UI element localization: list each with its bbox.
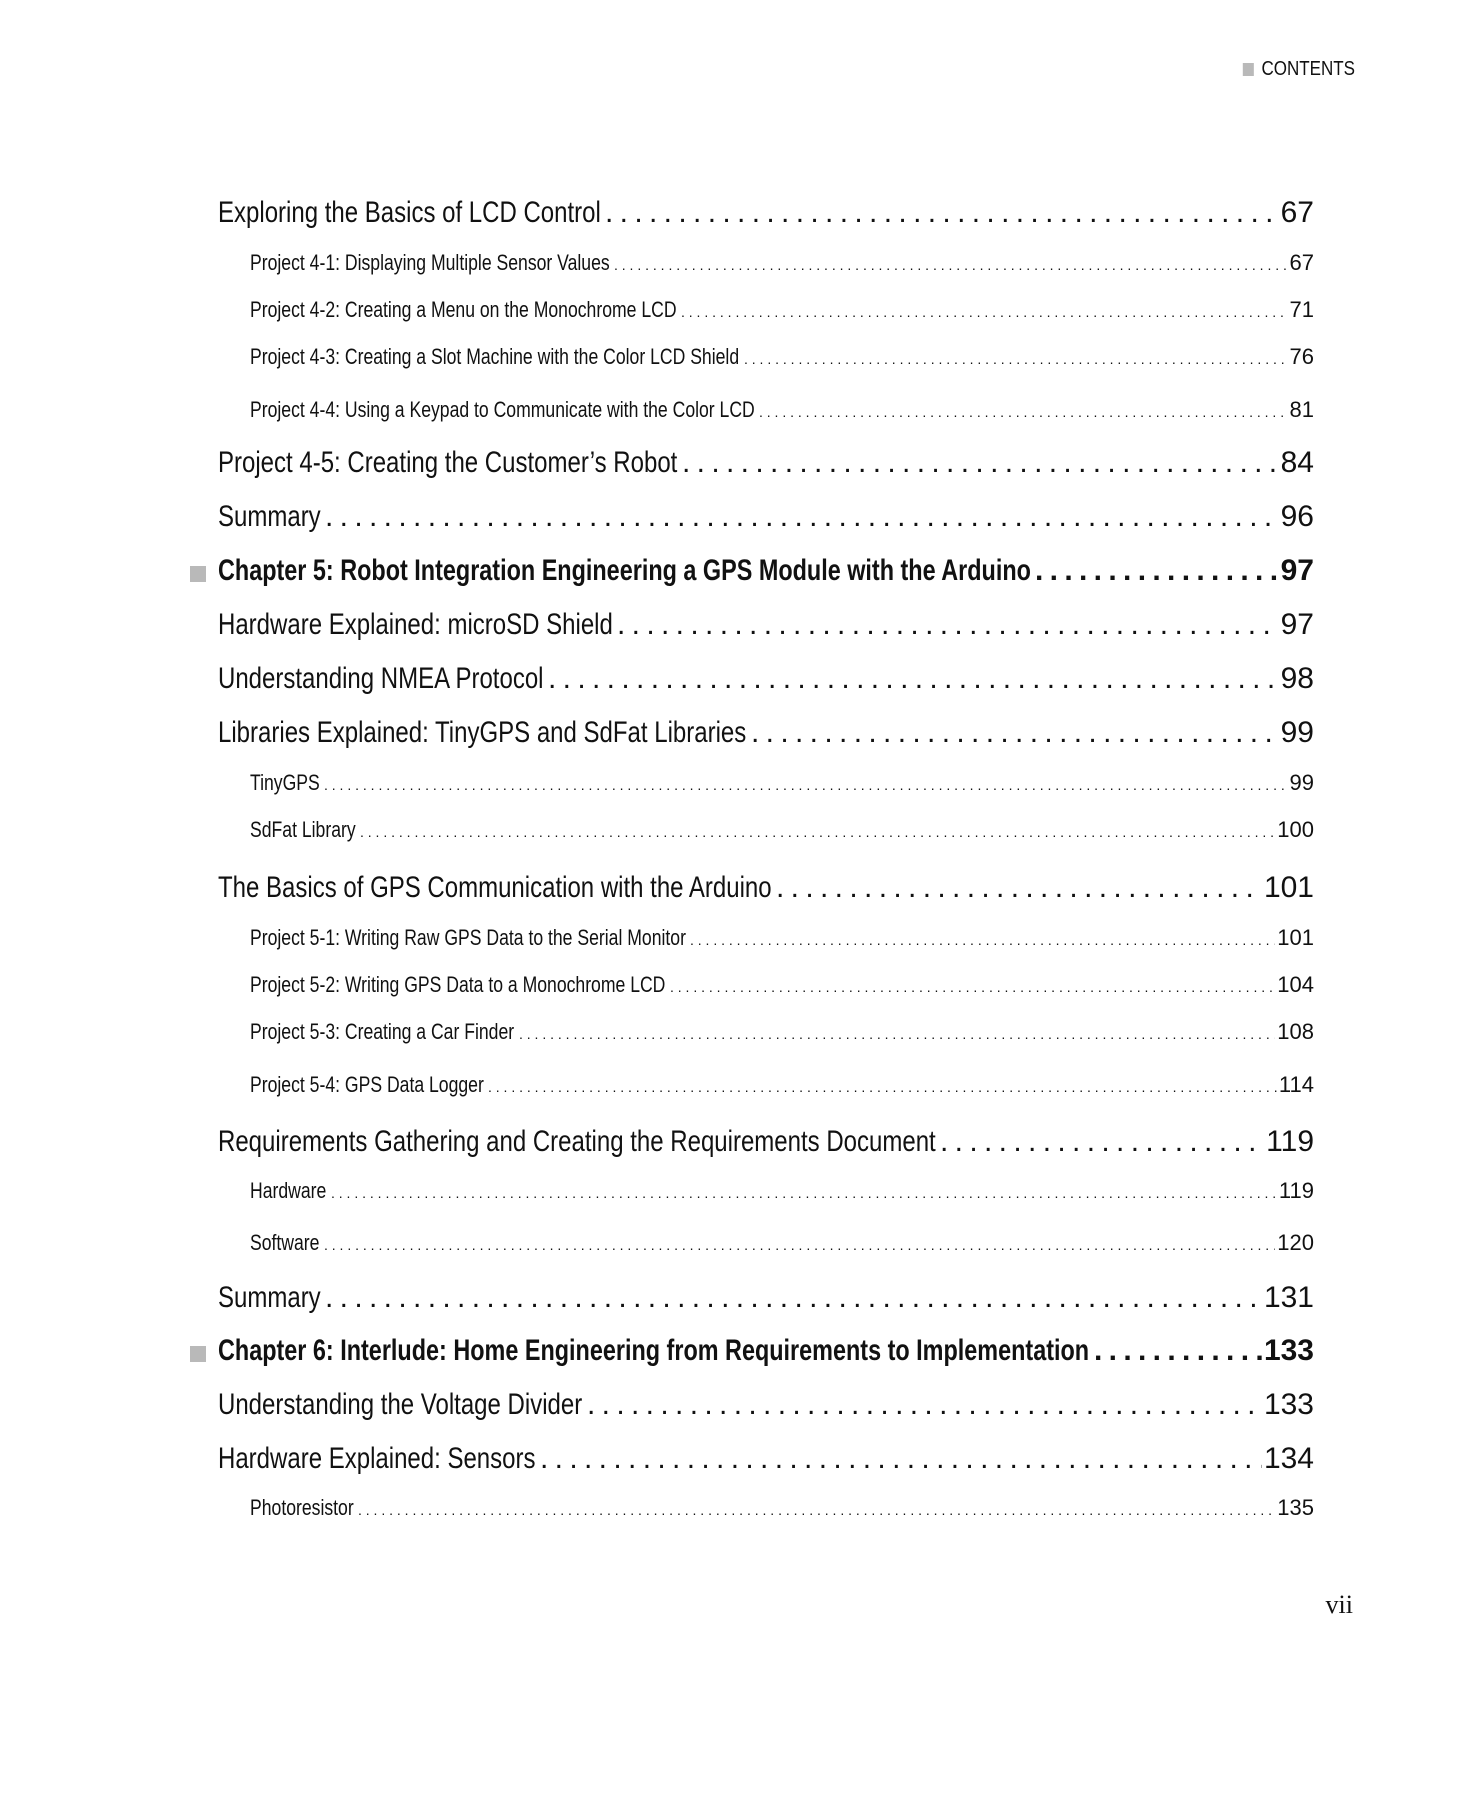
toc-entry-page: 99	[1289, 770, 1314, 795]
toc-entry-title: Software	[250, 1230, 320, 1255]
toc-subsection-entry[interactable]	[250, 1072, 1314, 1098]
dot-leader	[324, 777, 1288, 793]
toc-entry-page: 134	[1263, 1442, 1314, 1475]
running-head-label: CONTENTS	[1261, 58, 1355, 80]
dot-leader	[519, 1026, 1275, 1042]
toc-entry-page: 67	[1280, 196, 1314, 229]
toc-entry-page: 108	[1277, 1019, 1314, 1044]
toc-section-entry[interactable]	[218, 446, 1314, 480]
page-number: vii	[1325, 1590, 1353, 1619]
toc-entry-title: Project 4-1: Displaying Multiple Sensor Values	[250, 250, 610, 275]
toc-entry-page: 100	[1277, 817, 1314, 842]
toc-section-entry[interactable]	[218, 716, 1314, 750]
toc-entry-title: Project 4-4: Using a Keypad to Communicate with the Color LCD	[250, 397, 755, 422]
toc-entry-title: Project 5-3: Creating a Car Finder	[250, 1019, 515, 1044]
toc-entry-title: TinyGPS	[250, 770, 320, 795]
toc-entry-page: 120	[1277, 1230, 1314, 1255]
toc-section-entry[interactable]	[218, 500, 1314, 534]
toc-entry-page: 101	[1263, 871, 1314, 904]
toc-entry-page: 76	[1289, 344, 1314, 369]
dot-leader	[358, 1502, 1275, 1518]
toc-entry-page: 71	[1289, 297, 1314, 322]
toc-entry-page: 104	[1277, 972, 1314, 997]
dot-leader	[325, 500, 1279, 534]
toc-entry-title: Project 5-2: Writing GPS Data to a Monochrome LCD	[250, 972, 666, 997]
toc-section-entry[interactable]	[218, 1388, 1314, 1422]
toc-entry-title: Project 4-3: Creating a Slot Machine with the Color LCD Shield	[250, 344, 740, 369]
toc-entry-title: Project 4-2: Creating a Menu on the Monochrome LCD	[250, 297, 677, 322]
dot-leader	[617, 608, 1279, 642]
dot-leader	[488, 1079, 1277, 1095]
toc-entry-page: 67	[1289, 250, 1314, 275]
toc-entry-title: Project 4-5: Creating the Customer’s Robot	[218, 446, 678, 479]
toc-subsection-entry[interactable]	[250, 1178, 1314, 1204]
toc-entry-page: 101	[1277, 925, 1314, 950]
toc-subsection-entry[interactable]	[250, 1230, 1314, 1256]
toc-entry-title: Libraries Explained: TinyGPS and SdFat Libraries	[218, 716, 747, 749]
toc-entry-title: Requirements Gathering and Creating the Requirements Document	[218, 1125, 936, 1158]
toc-entry-title: Chapter 5: Robot Integration Engineering a GPS Module with the Arduino	[218, 554, 1031, 587]
toc-entry-page: 97	[1280, 554, 1314, 587]
dot-leader	[1035, 554, 1279, 588]
dot-leader	[776, 871, 1262, 905]
toc-entry-page: 135	[1277, 1495, 1314, 1520]
dot-leader	[681, 304, 1288, 320]
toc-subsection-entry[interactable]	[250, 925, 1314, 951]
toc-entry-page: 133	[1263, 1388, 1314, 1421]
toc-subsection-entry[interactable]	[250, 297, 1314, 323]
dot-leader	[605, 196, 1279, 230]
dot-leader	[324, 1237, 1275, 1253]
toc-entry-title: Understanding the Voltage Divider	[218, 1388, 583, 1421]
toc-entry-title: Hardware	[250, 1178, 327, 1203]
toc-entry-title: Hardware Explained: Sensors	[218, 1442, 536, 1475]
chapter-marker-icon	[190, 1346, 206, 1362]
dot-leader	[690, 932, 1275, 948]
toc-entry-title: Summary	[218, 1281, 321, 1314]
toc-subsection-entry[interactable]	[250, 1495, 1314, 1521]
toc-section-entry[interactable]	[218, 1442, 1314, 1476]
toc-entry-page: 133	[1263, 1334, 1314, 1367]
toc-entry-title: Summary	[218, 500, 321, 533]
running-head	[1243, 58, 1355, 81]
toc-subsection-entry[interactable]	[250, 972, 1314, 998]
dot-leader	[548, 662, 1279, 696]
dot-leader	[540, 1442, 1262, 1476]
toc-entry-page: 131	[1263, 1281, 1314, 1314]
toc-entry-page: 81	[1289, 397, 1314, 422]
toc-subsection-entry[interactable]	[250, 817, 1314, 843]
dot-leader	[682, 446, 1279, 480]
toc-entry-title: Hardware Explained: microSD Shield	[218, 608, 613, 641]
toc-subsection-entry[interactable]	[250, 397, 1314, 423]
toc-chapter-entry[interactable]	[218, 1334, 1314, 1368]
toc-entry-page: 114	[1278, 1072, 1314, 1097]
toc-subsection-entry[interactable]	[250, 344, 1314, 370]
toc-entry-title: Understanding NMEA Protocol	[218, 662, 544, 695]
dot-leader	[670, 979, 1275, 995]
toc-entry-title: Chapter 6: Interlude: Home Engineering from Requirements to Implementation	[218, 1334, 1090, 1367]
toc-section-entry[interactable]	[218, 608, 1314, 642]
toc-entry-title: SdFat Library	[250, 817, 356, 842]
toc-entry-title: Photoresistor	[250, 1495, 354, 1520]
chapter-marker-icon	[190, 566, 206, 582]
toc-subsection-entry[interactable]	[250, 770, 1314, 796]
toc-entry-title: The Basics of GPS Communication with the Arduino	[218, 871, 772, 904]
toc-entry-page: 119	[1278, 1178, 1314, 1203]
toc-entry-page: 84	[1280, 446, 1314, 479]
toc-section-entry[interactable]	[218, 1125, 1314, 1159]
toc-section-entry[interactable]	[218, 662, 1314, 696]
toc-entry-page: 119	[1266, 1125, 1314, 1158]
dot-leader	[759, 404, 1288, 420]
toc-entry-title: Project 5-4: GPS Data Logger	[250, 1072, 484, 1097]
dot-leader	[744, 351, 1288, 367]
toc-entry-page: 99	[1280, 716, 1314, 749]
dot-leader	[1094, 1334, 1262, 1368]
toc-subsection-entry[interactable]	[250, 1019, 1314, 1045]
toc-section-entry[interactable]	[218, 196, 1314, 230]
toc-subsection-entry[interactable]	[250, 250, 1314, 276]
toc-entry-page: 97	[1280, 608, 1314, 641]
dot-leader	[751, 716, 1279, 750]
toc-entry-page: 96	[1280, 500, 1314, 533]
toc-section-entry[interactable]	[218, 1281, 1314, 1315]
dot-leader	[325, 1281, 1262, 1315]
dot-leader	[331, 1185, 1277, 1201]
dot-leader	[940, 1125, 1264, 1159]
toc-chapter-entry[interactable]	[218, 554, 1314, 588]
dot-leader	[587, 1388, 1262, 1422]
bullet-square-icon	[1243, 63, 1254, 76]
toc-entry-page: 98	[1280, 662, 1314, 695]
toc-entry-title: Project 5-1: Writing Raw GPS Data to the Serial Monitor	[250, 925, 686, 950]
dot-leader	[360, 824, 1275, 840]
toc-entry-title: Exploring the Basics of LCD Control	[218, 196, 601, 229]
dot-leader	[614, 257, 1288, 273]
toc-section-entry[interactable]	[218, 871, 1314, 905]
